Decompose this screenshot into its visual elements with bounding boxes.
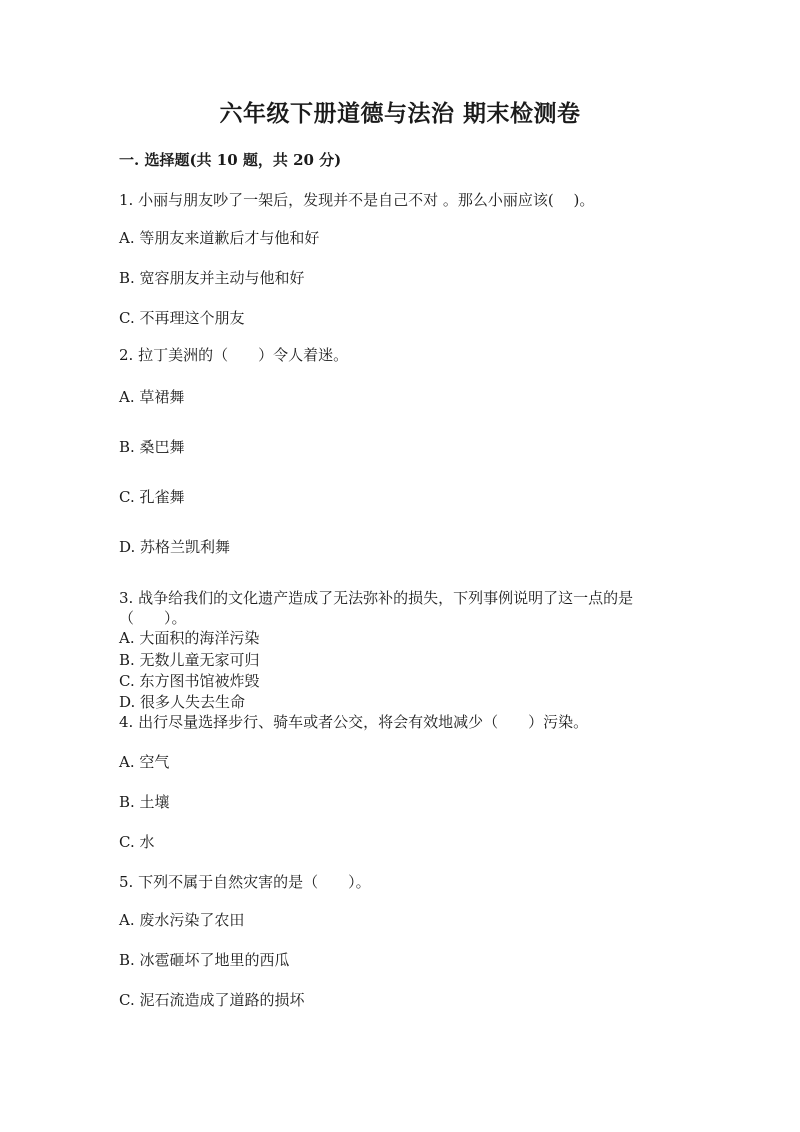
question-1-stem: 1. 小丽与朋友吵了一架后，发现并不是自己不对 。那么小丽应该( )。 — [119, 191, 595, 209]
question-4-option-b: B. 土壤 — [119, 793, 170, 811]
question-2-option-d: D. 苏格兰凯利舞 — [119, 538, 231, 556]
question-1-option-a: A. 等朋友来道歉后才与他和好 — [119, 229, 320, 247]
page-title: 六年级下册道德与法治 期末检测卷 — [219, 100, 581, 127]
question-3-option-d: D. 很多人失去生命 — [119, 693, 246, 711]
question-5-option-c: C. 泥石流造成了道路的损坏 — [119, 991, 305, 1009]
question-4-stem: 4. 出行尽量选择步行、骑车或者公交，将会有效地减少（ ）污染。 — [119, 713, 589, 731]
question-2-stem: 2. 拉丁美洲的（ ）令人着迷。 — [119, 346, 349, 364]
section-heading: 一. 选择题(共 10 题，共 20 分) — [119, 151, 342, 169]
question-1-option-c: C. 不再理这个朋友 — [119, 309, 245, 327]
question-1-option-b: B. 宽容朋友并主动与他和好 — [119, 269, 305, 287]
question-5-stem: 5. 下列不属于自然灾害的是（ ）。 — [119, 873, 371, 891]
question-3-option-a: A. 大面积的海洋污染 — [119, 629, 260, 647]
question-3-stem: 3. 战争给我们的文化遗产造成了无法弥补的损失，下列事例说明了这一点的是 — [119, 589, 634, 607]
question-3-option-c: C. 东方图书馆被炸毁 — [119, 672, 260, 690]
question-2-option-a: A. 草裙舞 — [119, 388, 185, 406]
question-3-stem-continuation: （ ）。 — [119, 609, 187, 627]
question-3-option-b: B. 无数儿童无家可归 — [119, 651, 260, 669]
question-2-option-c: C. 孔雀舞 — [119, 488, 185, 506]
question-4-option-c: C. 水 — [119, 833, 155, 851]
question-5-option-b: B. 冰雹砸坏了地里的西瓜 — [119, 951, 290, 969]
question-5-option-a: A. 废水污染了农田 — [119, 911, 245, 929]
question-4-option-a: A. 空气 — [119, 753, 170, 771]
question-2-option-b: B. 桑巴舞 — [119, 438, 185, 456]
